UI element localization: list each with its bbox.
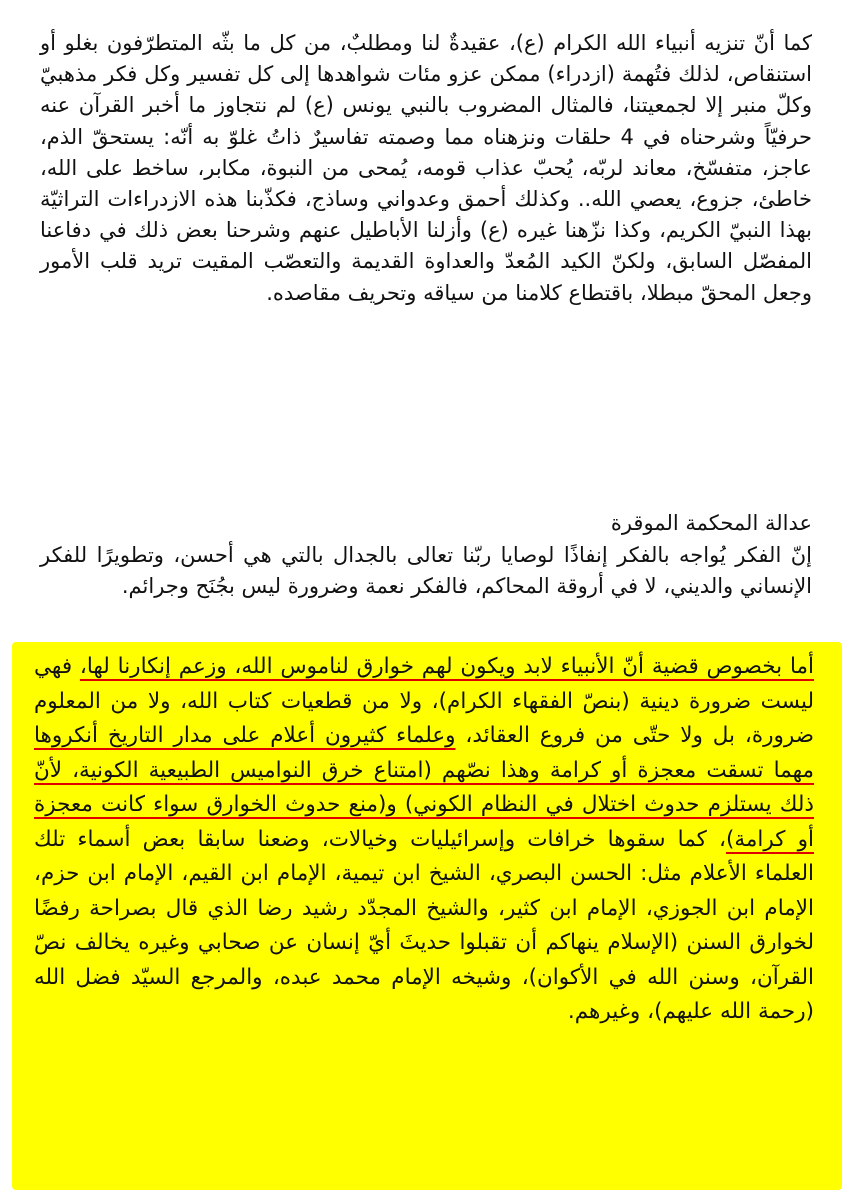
paragraph-text-rest: ، كما سقوها خرافات وإسرائيليات وخيالات، وضعنا سابقا بعض أسماء تلك العلماء الأعلام مثل: الحسن البصري، الشيخ ابن تيمية، الإمام ابن القيم، الإمام ابن حزم، الإمام ابن الجوزي، الإمام ابن كثير، والشيخ المجدّد رشيد رضا الذي قال بصراحة رفضًا لخوارق السنن (الإسلام ينهاكم أن تقبلوا حديثَ أيّ إنسان عن صحابي وغيره يخالف نصّ القرآن، وسنن الله في الأكوان)، وشيخه الإمام محمد عبده، والمرجع السيّد فضل الله (رحمة الله عليهم)، وغيرهم. xyxy=(34,826,814,1024)
underlined-claim: أما بخصوص قضية أنّ الأنبياء لابد ويكون لهم خوارق لناموس الله، وزعم إنكارنا لها، xyxy=(79,654,814,679)
thought-paragraph: إنّ الفكر يُواجه بالفكر إنفاذًا لوصايا ربّنا تعالى بالجدال بالتي هي أحسن، وتطويرًا للفكر الإنساني والديني، لا في أروقة المحاكم، فالفكر نعمة وضرورة ليس بجُنَح وجرائم. xyxy=(40,543,812,599)
section-heading: عدالة المحكمة الموقرة xyxy=(610,511,812,535)
intro-paragraph: كما أنّ تنزيه أنبياء الله الكرام (ع)، عقيدةٌ لنا ومطلبٌ، من كل ما بثّه المتطرّفون بغلو أو استنقاص، لذلك فتُهمة (ازدراء) ممكن عزو مئات شواهدها إلى كل تفسير وكل فكر مذهبيّ وكلّ منبر إلا لجمعيتنا، فالمثال المضروب بالنبي يونس (ع) لم نتجاوز ما أخبر القرآن عنه حرفيّاً وشرحناه في 4 حلقات ونزهناه مما وصمته تفاسيرٌ ذاتُ غلوّ به أنّه: يستحقّ الذم، عاجز، متفسّخ، معاند لربّه، يُحبّ عذاب قومه، يُمحى من النبوة، مكابر، ساخط على الله، خاطئ، جزوع، يعصي الله.. وكذلك أحمق وعدواني وساذج، فكذّبنا هذه الازدراءات التراثيّة بهذا النبيّ الكريم، وكذا نزّهنا غيره (ع) وأزلنا الأباطيل عنهم وشرحنا بعض ذلك في دفاعنا المفصّل السابق، ولكنّ الكيد المُعدّ والعداوة القديمة والتعصّب المقيت تريد قلب الأمور وجعل المحقّ مبطلا، باقتطاع كلامنا من سياقه وتحريف مقاصده. xyxy=(40,31,813,305)
paragraph-text: فهي ليست ضرورة دينية (بنصّ الفقهاء الكرام)، ولا من قطعيات كتاب الله، ولا من المعلوم ضرورة، بل ولا حتّى من فروع العقائد، xyxy=(34,654,814,748)
underlined-scholars-quote: وعلماء كثيرون أعلام على مدار التاريخ أنكروها مهما تسقت معجزة أو كرامة وهذا نصّهم (امتناع خرق النواميس الطبيعية الكونية، لأنّ ذلك يستلزم حدوث اختلال في النظام الكوني) و(منع حدوث الخوارق سواء كانت معجزة أو كرامة) xyxy=(34,723,814,852)
highlighted-paragraph xyxy=(34,650,814,1030)
